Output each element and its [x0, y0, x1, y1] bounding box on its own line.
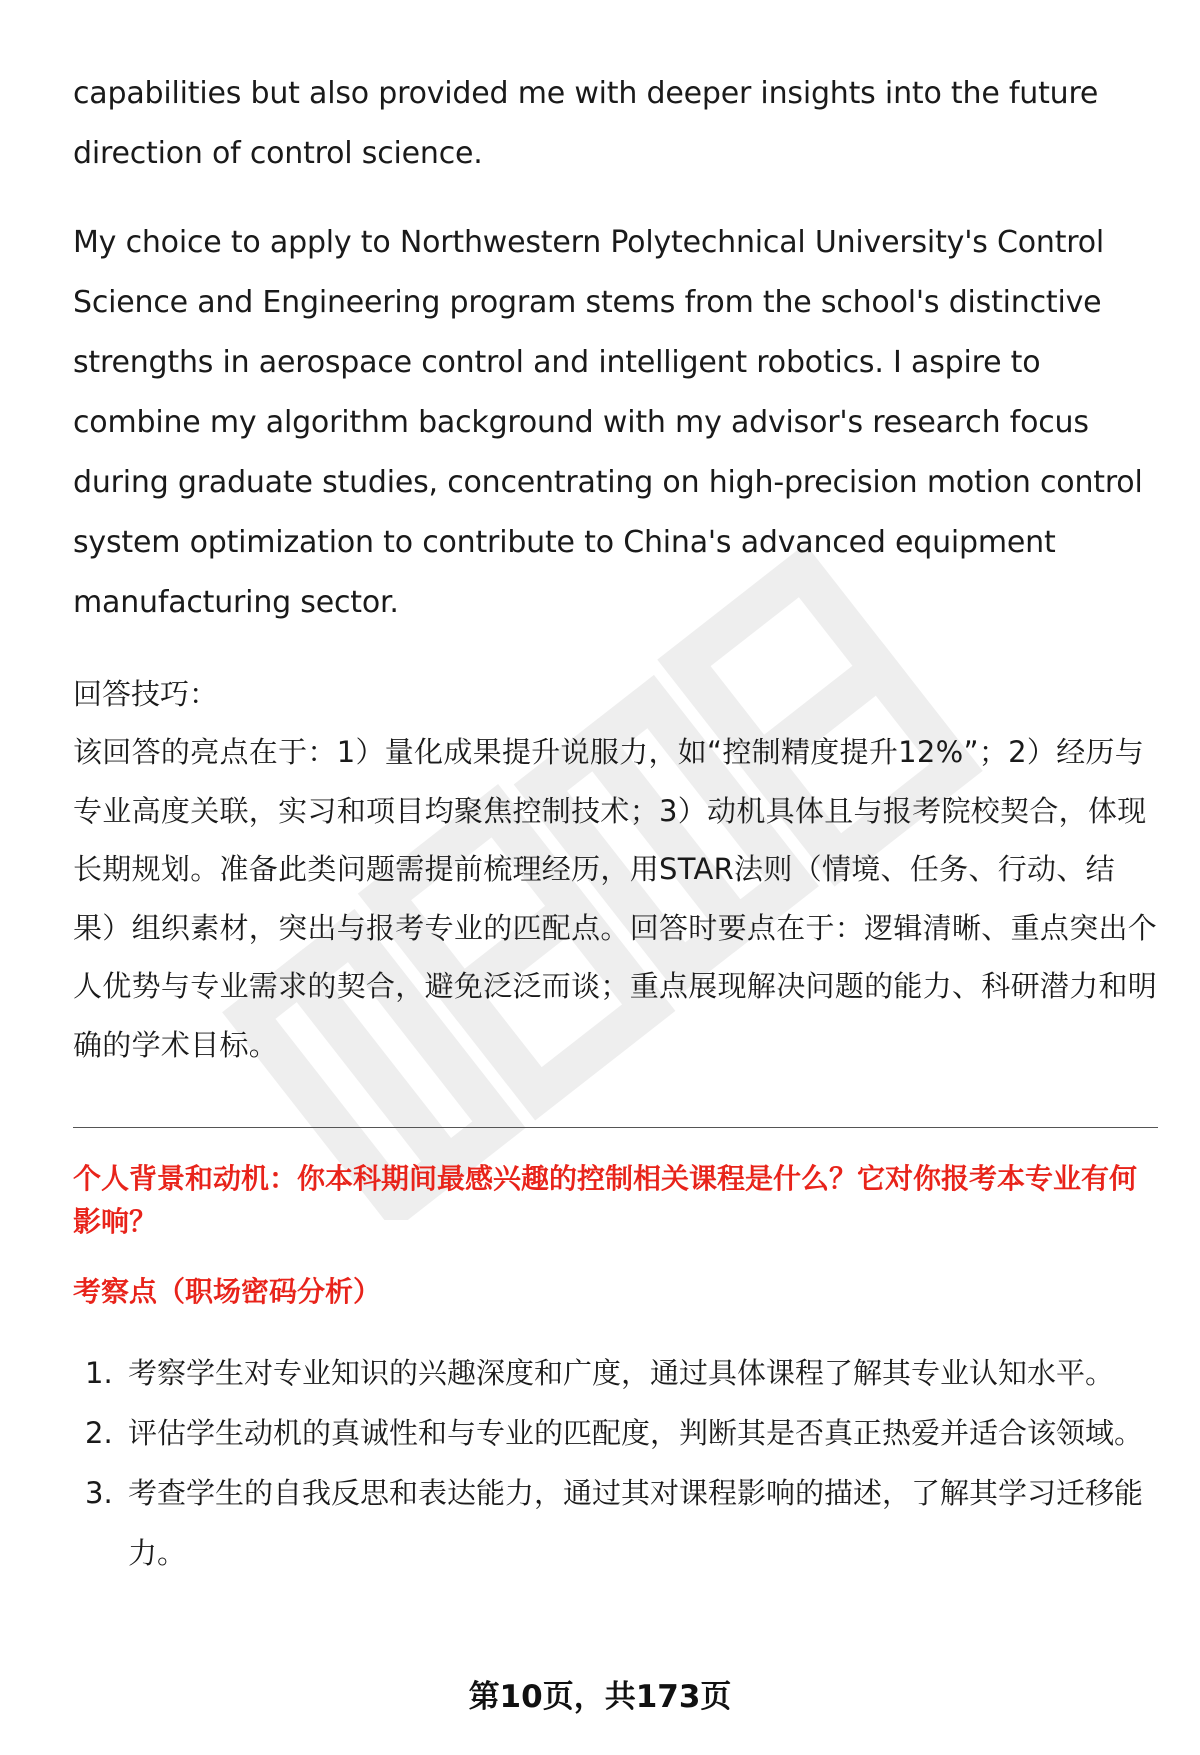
list-item-text: 评估学生动机的真诚性和与专业的匹配度，判断其是否真正热爱并适合该领域。 [128, 1416, 1144, 1450]
list-number: 1. [85, 1356, 113, 1390]
tips-body: 该回答的亮点在于：1）量化成果提升说服力，如“控制精度提升12%”；2）经历与专业高度关联，实习和项目均聚焦控制技术；3）动机具体且与报考院校契合，体现长期规划。准备此类问题需提前梳理经历，用STAR法则（情境、任务、行动、结果）组织素材，突出与报考专业的匹配点。回答时要点在于：逻辑清晰、重点突出个人优势与专业需求的契合，避免泛泛而谈；重点展现解决问题的能力、科研潜力和明确的学术目标。 [73, 735, 1158, 1062]
list-number: 3. [85, 1476, 113, 1510]
list-item-text: 考查学生的自我反思和表达能力，通过其对课程影响的描述，了解其学习迁移能力。 [128, 1476, 1144, 1570]
document-page [73, 0, 1158, 1755]
page-footer: 第10页，共173页 [468, 1679, 732, 1715]
section-heading: 考察点（职场密码分析） [73, 1275, 382, 1308]
list-item-text: 考察学生对专业知识的兴趣深度和广度，通过具体课程了解其专业认知水平。 [128, 1356, 1115, 1390]
list-item [73, 1403, 1158, 1463]
tips-label: 回答技巧： [73, 677, 219, 711]
body-paragraph: capabilities but also provided me with deeper insights into the future direction of control science. [73, 76, 1099, 171]
section-divider [73, 1127, 1158, 1128]
body-paragraph: My choice to apply to Northwestern Polytechnical University's Control Science and Engineering program stems from the school's distinctive strengths in aerospace control and intelligent robotics. I aspire to combine my algorithm background with my advisor's research focus during graduate studies, concentrating on high-precision motion control system optimization to contribute to China's advanced equipment manufacturing sector. [73, 225, 1143, 620]
list-number: 2. [85, 1416, 113, 1450]
list-item [73, 1463, 1158, 1583]
assessment-list [73, 1343, 1158, 1583]
question-heading: 个人背景和动机：你本科期间最感兴趣的控制相关课程是什么？它对你报考本专业有何影响？ [73, 1162, 1138, 1238]
list-item [73, 1343, 1158, 1403]
